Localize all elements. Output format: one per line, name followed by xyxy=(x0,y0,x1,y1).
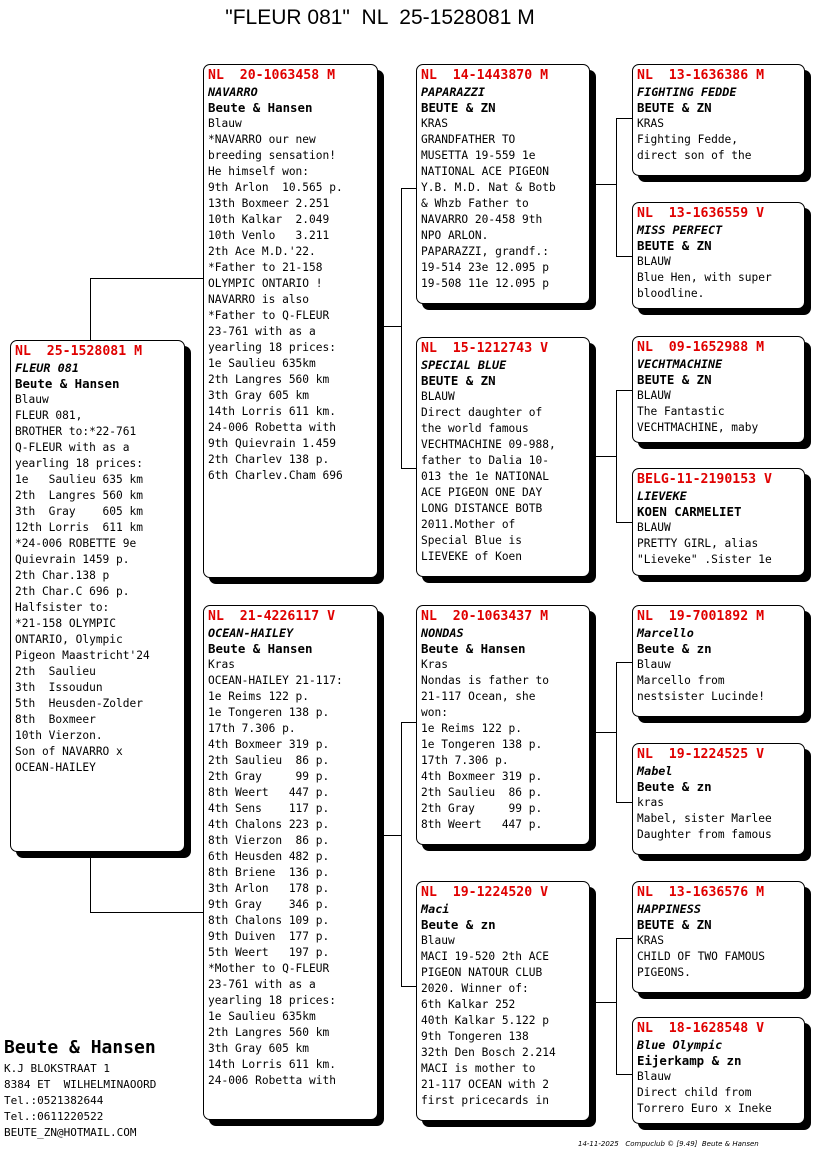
pigeon-card-sire-dam-sire[interactable] xyxy=(632,336,805,443)
pedigree-note-line: NAVARRO is also xyxy=(208,293,310,306)
connector-line xyxy=(616,256,633,257)
pedigree-note-line: 23-761 with as a xyxy=(208,325,316,338)
pedigree-note-line: VECHTMACHINE 09-988, xyxy=(421,438,556,451)
pedigree-note-line: & Whzb Father to xyxy=(421,197,529,210)
pedigree-note-line: nestsister Lucinde! xyxy=(637,690,765,703)
pedigree-note-line: 6th Kalkar 252 xyxy=(421,998,516,1011)
connector-line xyxy=(596,456,617,457)
ring-number: NL 15-1212743 V xyxy=(421,341,549,356)
pedigree-note-line: LONG DISTANCE BOTB xyxy=(421,502,543,515)
pigeon-card-sire-sire-sire[interactable] xyxy=(632,64,805,176)
pedigree-note-line: 40th Kalkar 5.122 p xyxy=(421,1014,549,1027)
pedigree-note-line: FLEUR 081, xyxy=(15,409,83,422)
connector-line xyxy=(616,522,633,523)
pedigree-note-line: PIGEON NATOUR CLUB xyxy=(421,966,543,979)
pigeon-card-dam-sire[interactable] xyxy=(416,605,590,845)
pigeon-card-dam-dam-dam[interactable] xyxy=(632,1017,805,1124)
pedigree-note-line: 3th Gray 605 km xyxy=(208,1042,310,1055)
pedigree-note-line: 2th Saulieu 86 p. xyxy=(208,754,330,767)
pedigree-note-line: the world famous xyxy=(421,422,529,435)
pigeon-owner: Beute & Hansen xyxy=(208,100,313,115)
pedigree-note-line: PAPARAZZI, grandf.: xyxy=(421,245,549,258)
pedigree-note-line: 17th 7.306 p. xyxy=(421,754,509,767)
pedigree-note-line: Son of NAVARRO x xyxy=(15,745,123,758)
pigeon-owner: BEUTE & ZN xyxy=(421,373,496,388)
pedigree-note-line: 9th Tongeren 138 xyxy=(421,1030,529,1043)
breeder-address: K.J BLOKSTRAAT 1 xyxy=(4,1062,110,1075)
pedigree-note-line: *Mother to Q-FLEUR xyxy=(208,962,330,975)
ring-number: NL 14-1443870 M xyxy=(421,68,549,83)
pedigree-note-line: ONTARIO, Olympic xyxy=(15,633,123,646)
pedigree-note-line: 14th Lorris 611 km. xyxy=(208,405,336,418)
connector-line xyxy=(596,1002,617,1003)
pigeon-owner: BEUTE & ZN xyxy=(421,100,496,115)
pedigree-note-line: 3th Gray 605 km xyxy=(15,505,143,518)
pigeon-owner: BEUTE & ZN xyxy=(637,238,712,253)
pedigree-note-line: Daughter from famous xyxy=(637,828,772,841)
connector-line xyxy=(596,184,617,185)
pigeon-color: Blauw xyxy=(637,658,671,671)
pedigree-note-line: won: xyxy=(421,706,448,719)
pedigree-note-line: 2th Gray 99 p. xyxy=(208,770,330,783)
pigeon-color: kras xyxy=(637,796,664,809)
pigeon-card-sire-sire[interactable] xyxy=(416,64,590,304)
connector-line xyxy=(616,938,617,1074)
pigeon-card-dam-sire-dam[interactable] xyxy=(632,743,805,855)
pedigree-note-line: 19-514 23e 12.095 p xyxy=(421,261,549,274)
pigeon-name: PAPARAZZI xyxy=(421,85,485,99)
pedigree-note-line: 1e Reims 122 p. xyxy=(421,722,523,735)
pedigree-note-line: yearling 18 prices: xyxy=(208,341,336,354)
pigeon-name: Mabel xyxy=(637,764,673,778)
connector-line xyxy=(596,732,617,733)
connector-line xyxy=(616,390,633,391)
pigeon-owner: Eijerkamp & zn xyxy=(637,1053,742,1068)
pedigree-note-line: 6th Heusden 482 p. xyxy=(208,850,330,863)
pedigree-note-line: 1e Saulieu 635 km xyxy=(15,473,143,486)
footer-credit: 14-11-2025 Compuclub © [9.49] Beute & Hansen xyxy=(578,1140,759,1148)
pedigree-note-line: Quievrain 1459 p. xyxy=(15,553,130,566)
connector-line xyxy=(90,278,91,340)
pedigree-note-line: 5th Weert 197 p. xyxy=(208,946,330,959)
pigeon-owner: Beute & Hansen xyxy=(421,641,526,656)
pedigree-note-line: 1e Tongeren 138 p. xyxy=(208,706,330,719)
pedigree-note-line: 3th Arlon 178 p. xyxy=(208,882,330,895)
ring-number: NL 13-1636559 V xyxy=(637,206,765,221)
breeder-phone-1: Tel.:0521382644 xyxy=(4,1094,104,1107)
pedigree-note-line: 5th Heusden-Zolder xyxy=(15,697,143,710)
connector-line xyxy=(401,468,417,469)
pigeon-color: KRAS xyxy=(637,117,664,130)
pedigree-note-line: 2th Saulieu xyxy=(15,665,96,678)
pedigree-note-line: Special Blue is xyxy=(421,534,523,547)
ring-number: NL 13-1636576 M xyxy=(637,885,765,900)
pedigree-note-line: ACE PIGEON ONE DAY xyxy=(421,486,543,499)
pedigree-note-line: 8th Weert 447 p. xyxy=(208,786,330,799)
pedigree-note-line: Mabel, sister Marlee xyxy=(637,812,772,825)
pedigree-note-line: 23-761 with as a xyxy=(208,978,316,991)
pedigree-note-line: 10th Kalkar 2.049 xyxy=(208,213,330,226)
pedigree-note-line: 17th 7.306 p. xyxy=(208,722,296,735)
pedigree-note-line: 1e Tongeren 138 p. xyxy=(421,738,543,751)
pedigree-note-line: NPO ARLON. xyxy=(421,229,489,242)
pedigree-note-line: Y.B. M.D. Nat & Botb xyxy=(421,181,556,194)
pigeon-card-sire-sire-dam[interactable] xyxy=(632,202,805,309)
breeder-phone-2: Tel.:0611220522 xyxy=(4,1110,104,1123)
pedigree-note-line: 13th Boxmeer 2.251 xyxy=(208,197,330,210)
pigeon-color: Blauw xyxy=(208,117,242,130)
pedigree-note-line: 19-508 11e 12.095 p xyxy=(421,277,549,290)
pedigree-note-line: Nondas is father to xyxy=(421,674,549,687)
page-title: "FLEUR 081" NL 25-1528081 M xyxy=(225,6,535,29)
pedigree-note-line: 6th Charlev.Cham 696 xyxy=(208,469,343,482)
pedigree-note-line: MACI is mother to xyxy=(421,1062,536,1075)
pedigree-note-line: VECHTMACHINE, maby xyxy=(637,421,759,434)
pedigree-note-line: 4th Sens 117 p. xyxy=(208,802,330,815)
connector-line xyxy=(384,835,402,836)
pigeon-color: BLAUW xyxy=(637,255,671,268)
pigeon-color: KRAS xyxy=(637,934,664,947)
pedigree-note-line: *21-158 OLYMPIC xyxy=(15,617,117,630)
ring-number: NL 09-1652988 M xyxy=(637,340,765,355)
pigeon-card-dam[interactable] xyxy=(203,605,378,1120)
pedigree-note-line: 9th Gray 346 p. xyxy=(208,898,330,911)
pigeon-name: FLEUR 081 xyxy=(15,361,79,375)
pedigree-note-line: first pricecards in xyxy=(421,1094,549,1107)
pedigree-note-line: PRETTY GIRL, alias xyxy=(637,537,759,550)
pigeon-name: FIGHTING FEDDE xyxy=(637,85,737,99)
pedigree-note-line: NAVARRO 20-458 9th xyxy=(421,213,543,226)
ring-number: NL 13-1636386 M xyxy=(637,68,765,83)
pedigree-note-line: 3th Gray 605 km xyxy=(208,389,310,402)
pedigree-note-line: The Fantastic xyxy=(637,405,725,418)
breeder-email[interactable]: BEUTE_ZN@HOTMAIL.COM xyxy=(4,1126,137,1139)
pigeon-owner: Beute & zn xyxy=(421,917,496,932)
pedigree-note-line: Direct daughter of xyxy=(421,406,543,419)
pedigree-note-line: 1e Reims 122 p. xyxy=(208,690,310,703)
connector-line xyxy=(616,118,633,119)
pedigree-note-line: 2th Gray 99 p. xyxy=(421,802,543,815)
pedigree-note-line: Fighting Fedde, xyxy=(637,133,739,146)
pedigree-note-line: *NAVARRO our new xyxy=(208,133,316,146)
pedigree-note-line: PIGEONS. xyxy=(637,966,691,979)
pedigree-note-line: Torrero Euro x Ineke xyxy=(637,1102,772,1115)
pedigree-note-line: 12th Lorris 611 km xyxy=(15,521,143,534)
pedigree-note-line: 3th Issoudun xyxy=(15,681,103,694)
pedigree-note-line: 8th Weert 447 p. xyxy=(421,818,543,831)
pedigree-note-line: CHILD OF TWO FAMOUS xyxy=(637,950,765,963)
connector-line xyxy=(616,662,633,663)
pedigree-note-line: *Father to 21-158 xyxy=(208,261,323,274)
pedigree-note-line: 2th Char.138 p xyxy=(15,569,110,582)
pedigree-note-line: 2th Saulieu 86 p. xyxy=(421,786,543,799)
pedigree-note-line: 2th Langres 560 km xyxy=(15,489,143,502)
ring-number: NL 20-1063437 M xyxy=(421,609,549,624)
connector-line xyxy=(401,722,417,723)
breeder-city: 8384 ET WILHELMINAOORD xyxy=(4,1078,157,1091)
pigeon-color: Blauw xyxy=(15,393,49,406)
pigeon-color: Blauw xyxy=(421,934,455,947)
pedigree-note-line: 1e Saulieu 635km xyxy=(208,357,316,370)
pedigree-note-line: 013 the 1e NATIONAL xyxy=(421,470,549,483)
pigeon-name: OCEAN-HAILEY xyxy=(208,626,294,640)
pedigree-note-line: 2011.Mother of xyxy=(421,518,516,531)
pedigree-note-line: 24-006 Robetta with xyxy=(208,1074,336,1087)
pedigree-note-line: *Father to Q-FLEUR xyxy=(208,309,330,322)
pedigree-note-line: 10th Venlo 3.211 xyxy=(208,229,330,242)
pigeon-owner: Beute & Hansen xyxy=(15,376,120,391)
pigeon-name: Blue Olympic xyxy=(637,1038,723,1052)
pigeon-name: MISS PERFECT xyxy=(637,223,723,237)
pedigree-note-line: 9th Duiven 177 p. xyxy=(208,930,330,943)
pigeon-card-dam-dam-sire[interactable] xyxy=(632,881,805,993)
pedigree-note-line: 2th Char.C 696 p. xyxy=(15,585,130,598)
pedigree-note-line: OCEAN-HAILEY xyxy=(15,761,96,774)
ring-number: NL 18-1628548 V xyxy=(637,1021,765,1036)
connector-line xyxy=(616,802,633,803)
pedigree-note-line: LIEVEKE of Koen xyxy=(421,550,523,563)
ring-number: NL 19-1224520 V xyxy=(421,885,549,900)
pedigree-note-line: 8th Vierzon 86 p. xyxy=(208,834,330,847)
pigeon-owner: Beute & zn xyxy=(637,641,712,656)
pedigree-note-line: 8th Chalons 109 p. xyxy=(208,914,330,927)
pigeon-owner: Beute & zn xyxy=(637,779,712,794)
pedigree-note-line: 14th Lorris 611 km. xyxy=(208,1058,336,1071)
pigeon-name: NAVARRO xyxy=(208,85,258,99)
pigeon-color: BLAUW xyxy=(637,389,671,402)
pedigree-note-line: 9th Arlon 10.565 p. xyxy=(208,181,343,194)
ring-number: NL 21-4226117 V xyxy=(208,609,336,624)
pigeon-card-subject[interactable] xyxy=(10,340,185,852)
pedigree-note-line: OLYMPIC ONTARIO ! xyxy=(208,277,323,290)
pedigree-note-line: NATIONAL ACE PIGEON xyxy=(421,165,549,178)
ring-number: NL 19-1224525 V xyxy=(637,747,765,762)
pedigree-note-line: yearling 18 prices: xyxy=(208,994,336,1007)
pedigree-note-line: 2th Langres 560 km xyxy=(208,1026,330,1039)
pigeon-name: Maci xyxy=(421,902,450,916)
pigeon-card-dam-sire-sire[interactable] xyxy=(632,605,805,717)
pigeon-color: Kras xyxy=(421,658,448,671)
pedigree-note-line: GRANDFATHER TO xyxy=(421,133,516,146)
connector-line xyxy=(384,326,402,327)
pedigree-note-line: 4th Boxmeer 319 p. xyxy=(208,738,330,751)
connector-line xyxy=(401,188,402,468)
pigeon-owner: BEUTE & ZN xyxy=(637,917,712,932)
pigeon-owner: Beute & Hansen xyxy=(208,641,313,656)
pedigree-note-line: Q-FLEUR with as a xyxy=(15,441,130,454)
connector-line xyxy=(90,278,204,279)
pedigree-note-line: 8th Boxmeer xyxy=(15,713,96,726)
breeder-name: Beute & Hansen xyxy=(4,1037,156,1058)
pedigree-note-line: breeding sensation! xyxy=(208,149,336,162)
connector-line xyxy=(401,188,417,189)
pigeon-card-sire-dam-dam[interactable] xyxy=(632,468,805,576)
pigeon-owner: BEUTE & ZN xyxy=(637,372,712,387)
ring-number: NL 19-7001892 M xyxy=(637,609,765,624)
pedigree-note-line: MUSETTA 19-559 1e xyxy=(421,149,536,162)
connector-line xyxy=(616,938,633,939)
pedigree-note-line: 2th Ace M.D.'22. xyxy=(208,245,316,258)
pigeon-name: SPECIAL BLUE xyxy=(421,358,507,372)
pedigree-note-line: 24-006 Robetta with xyxy=(208,421,336,434)
ring-number: NL 20-1063458 M xyxy=(208,68,336,83)
pigeon-owner: KOEN CARMELIET xyxy=(637,504,742,519)
connector-line xyxy=(90,856,91,912)
pedigree-note-line: 32th Den Bosch 2.214 xyxy=(421,1046,556,1059)
pedigree-note-line: Pigeon Maastricht'24 xyxy=(15,649,150,662)
pedigree-note-line: He himself won: xyxy=(208,165,310,178)
pigeon-color: BLAUW xyxy=(637,521,671,534)
pedigree-note-line: BROTHER to:*22-761 xyxy=(15,425,137,438)
pigeon-name: LIEVEKE xyxy=(637,489,687,503)
pedigree-note-line: 8th Briene 136 p. xyxy=(208,866,330,879)
pedigree-note-line: 21-117 OCEAN with 2 xyxy=(421,1078,549,1091)
pigeon-name: VECHTMACHINE xyxy=(637,357,723,371)
pigeon-color: Kras xyxy=(208,658,235,671)
pigeon-owner: BEUTE & ZN xyxy=(637,100,712,115)
ring-number: NL 25-1528081 M xyxy=(15,344,143,359)
pigeon-color: BLAUW xyxy=(421,390,455,403)
pedigree-note-line: 4th Boxmeer 319 p. xyxy=(421,770,543,783)
pedigree-note-line: father to Dalia 10- xyxy=(421,454,549,467)
pedigree-note-line: MACI 19-520 2th ACE xyxy=(421,950,549,963)
pigeon-color: Blauw xyxy=(637,1070,671,1083)
pedigree-note-line: 21-117 Ocean, she xyxy=(421,690,536,703)
pedigree-note-line: "Lieveke" .Sister 1e xyxy=(637,553,772,566)
pedigree-note-line: 2th Langres 560 km xyxy=(208,373,330,386)
connector-line xyxy=(401,986,417,987)
pedigree-note-line: 2th Charlev 138 p. xyxy=(208,453,330,466)
pedigree-note-line: 10th Vierzon. xyxy=(15,729,103,742)
pedigree-note-line: direct son of the xyxy=(637,149,752,162)
pigeon-card-sire[interactable] xyxy=(203,64,378,578)
pedigree-note-line: 9th Quievrain 1.459 xyxy=(208,437,336,450)
pedigree-note-line: 2020. Winner of: xyxy=(421,982,529,995)
connector-line xyxy=(401,722,402,986)
pigeon-card-sire-dam[interactable] xyxy=(416,337,590,577)
pedigree-note-line: Halfsister to: xyxy=(15,601,110,614)
pedigree-note-line: Direct child from xyxy=(637,1086,752,1099)
pigeon-name: NONDAS xyxy=(421,626,464,640)
pedigree-note-line: 4th Chalons 223 p. xyxy=(208,818,330,831)
connector-line xyxy=(616,1074,633,1075)
pedigree-note-line: Blue Hen, with super xyxy=(637,271,772,284)
connector-line xyxy=(616,118,617,256)
pedigree-note-line: *24-006 ROBETTE 9e xyxy=(15,537,137,550)
pigeon-name: HAPPINESS xyxy=(637,902,701,916)
pigeon-name: Marcello xyxy=(637,626,694,640)
pedigree-note-line: Marcello from xyxy=(637,674,725,687)
ring-number: BELG-11-2190153 V xyxy=(637,472,772,487)
pigeon-color: KRAS xyxy=(421,117,448,130)
pedigree-note-line: OCEAN-HAILEY 21-117: xyxy=(208,674,343,687)
connector-line xyxy=(90,912,204,913)
pigeon-card-dam-dam[interactable] xyxy=(416,881,590,1121)
pedigree-note-line: 1e Saulieu 635km xyxy=(208,1010,316,1023)
pedigree-note-line: yearling 18 prices: xyxy=(15,457,143,470)
pedigree-note-line: bloodline. xyxy=(637,287,705,300)
